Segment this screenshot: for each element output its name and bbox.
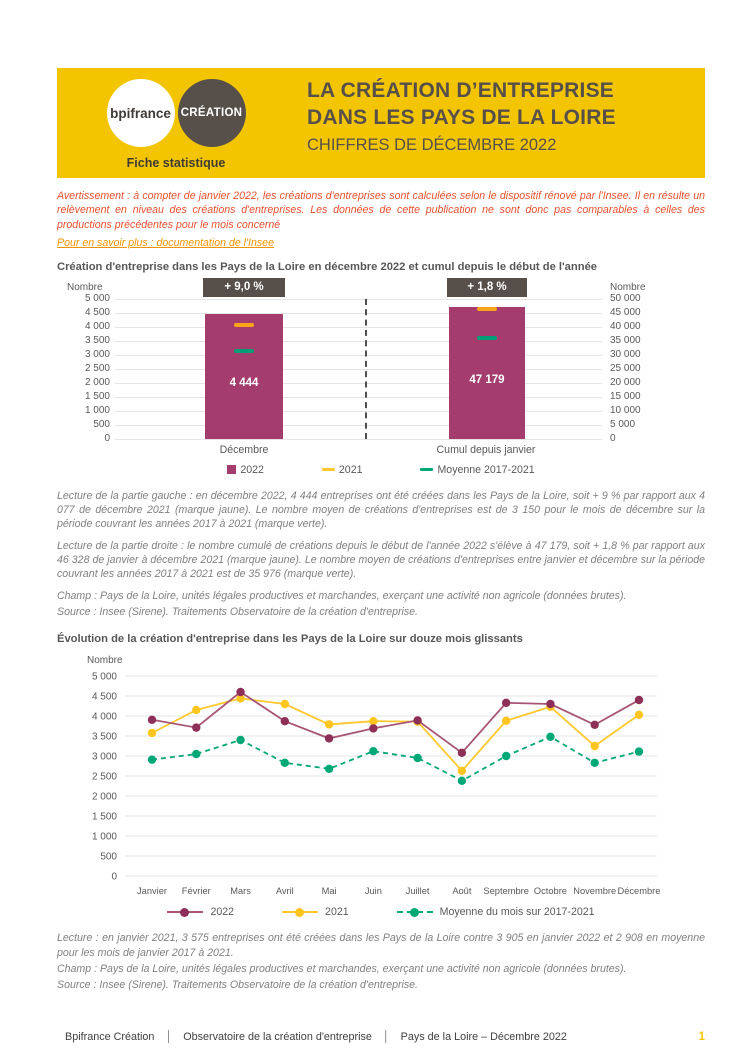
legend-label-moyenne: Moyenne du mois sur 2017-2021 bbox=[439, 906, 595, 919]
data-point bbox=[148, 729, 156, 737]
x-axis-tick: Avril bbox=[275, 886, 294, 897]
data-point bbox=[192, 706, 200, 714]
data-point bbox=[236, 688, 244, 696]
legend-swatch-moyenne bbox=[420, 468, 433, 471]
legend-label-2022: 2022 bbox=[210, 906, 235, 919]
gridline bbox=[115, 425, 602, 426]
gridline bbox=[115, 411, 602, 412]
legend-label-2021: 2021 bbox=[325, 906, 349, 919]
page-title-line2: DANS LES PAYS DE LA LOIRE bbox=[307, 105, 616, 129]
data-point bbox=[325, 765, 333, 773]
y-axis-tick: 500 bbox=[100, 851, 117, 863]
footer-separator: │ bbox=[382, 1031, 390, 1043]
y-axis-tick-left: 1 000 bbox=[84, 404, 110, 416]
y-axis-tick-right: 30 000 bbox=[610, 348, 641, 360]
y-axis-tick-right: 15 000 bbox=[610, 390, 641, 402]
data-point bbox=[502, 699, 510, 707]
footer-separator: │ bbox=[165, 1031, 173, 1043]
bpifrance-logo-text: bpifrance bbox=[110, 105, 171, 121]
x-axis-tick: Mars bbox=[230, 886, 251, 897]
insee-documentation-link[interactable]: Pour en savoir plus : documentation de l'Insee bbox=[57, 236, 274, 249]
y-axis-tick: 2 000 bbox=[91, 791, 117, 803]
lecture-text: Lecture : en janvier 2021, 3 575 entreprises ont été créées dans les Pays de la Loire contre 3 905 en janvier 2022 et 2 908 en moyenne pour les mois de janvier 2017 à 2021. bbox=[57, 932, 705, 959]
fiche-statistique-label: Fiche statistique bbox=[126, 156, 226, 170]
tick-mark-Moyenne 2017-2021 bbox=[477, 336, 497, 340]
data-point bbox=[458, 749, 466, 757]
data-point bbox=[591, 759, 599, 767]
legend-dot-moyenne bbox=[410, 908, 419, 917]
x-axis-tick: Juin bbox=[364, 886, 382, 897]
lecture-block-2 bbox=[57, 931, 705, 994]
page-number: 1 bbox=[698, 1031, 705, 1043]
x-tick-decembre: Décembre bbox=[219, 443, 269, 456]
creation-logo-text: CRÉATION bbox=[180, 107, 243, 119]
gridline bbox=[115, 327, 602, 328]
y-axis-tick-right: 10 000 bbox=[610, 404, 641, 416]
data-point bbox=[192, 750, 200, 758]
gridline bbox=[115, 383, 602, 384]
data-point bbox=[413, 716, 421, 724]
lecture-gauche-text: Lecture de la partie gauche : en décembre 2022, 4 444 entreprises ont été créées dans les Pays de la Loire, soit + 9 % par rapport aux 4 077 de décembre 2021 (marque jaune). Le nombre moyen de créations d'entreprises est de 3 150 pour le mois de décembre sur la période couvrant les années 2017 à 2021 (marque verte). bbox=[57, 489, 705, 531]
legend-item-moyenne bbox=[420, 464, 534, 476]
legend-swatch-moyenne bbox=[397, 911, 433, 913]
data-point bbox=[591, 742, 599, 750]
data-point bbox=[192, 724, 200, 732]
champ-text: Champ : Pays de la Loire, unités légales productives et marchandes, exerçant une activité non agricole (données brutes). bbox=[57, 589, 627, 602]
data-point bbox=[148, 756, 156, 764]
gridline bbox=[115, 369, 602, 370]
page-title bbox=[307, 78, 705, 132]
gridline bbox=[115, 313, 602, 314]
percent-badge: + 1,8 % bbox=[447, 278, 527, 297]
x-tick-cumul: Cumul depuis janvier bbox=[436, 443, 536, 456]
bar-chart-plot-area bbox=[115, 280, 602, 439]
data-point bbox=[281, 700, 289, 708]
lecture-droite-text: Lecture de la partie droite : le nombre cumulé de créations depuis le début de l'année 2022 s'élève à 47 179, soit + 1,8 % par rapport aux 46 328 de janvier à décembre 2021 (marque jaune). Le nombre moyen de créations d'entreprises entre janvier et décembre sur la période couvrant les années 2017 à 2021 est de 35 976 (marque verte). bbox=[57, 539, 705, 581]
legend-swatch-2021 bbox=[322, 468, 335, 471]
gridline bbox=[115, 355, 602, 356]
data-point bbox=[635, 748, 643, 756]
insee-warning-text: Avertissement : à compter de janvier 2022, les créations d'entreprises sont calculées selon le dispositif rénové par l'Insee. Il en résulte un relèvement en niveau des créations d'entreprises. Les données de cette publication ne sont donc pas comparables à celles des productions précédentes pour le mois concerné bbox=[57, 190, 705, 231]
y-axis-tick-left: 4 500 bbox=[84, 306, 110, 318]
data-point bbox=[458, 767, 466, 775]
data-point bbox=[635, 696, 643, 704]
x-axis-tick: Mai bbox=[321, 886, 337, 897]
tick-mark-2021 bbox=[477, 307, 497, 311]
line-chart-plot-area bbox=[57, 668, 662, 904]
footer-brand: Bpifrance Création bbox=[65, 1031, 155, 1043]
x-axis-tick: Janvier bbox=[137, 886, 167, 897]
bar-value-label: 47 179 bbox=[469, 374, 505, 387]
x-axis bbox=[115, 439, 602, 459]
data-point bbox=[148, 716, 156, 724]
bar-chart bbox=[57, 279, 705, 476]
y-axis-tick-left: 2 000 bbox=[84, 376, 110, 388]
legend-item-2022 bbox=[167, 906, 234, 918]
tick-mark-2021 bbox=[234, 323, 254, 327]
lecture-block-1 bbox=[57, 489, 705, 621]
data-point bbox=[369, 747, 377, 755]
y-axis-tick: 3 500 bbox=[91, 731, 117, 743]
brand-block bbox=[57, 68, 295, 178]
x-axis-tick: Juillet bbox=[405, 886, 430, 897]
y-axis-tick-right: 0 bbox=[610, 432, 616, 444]
bar-chart-title: Création d'entreprise dans les Pays de la Loire en décembre 2022 et cumul depuis le début de l'année bbox=[57, 260, 598, 273]
legend-label-2021: 2021 bbox=[338, 463, 363, 476]
data-point bbox=[369, 717, 377, 725]
title-block bbox=[295, 68, 705, 178]
legend-item-2022 bbox=[227, 464, 264, 476]
y-axis-tick-right: 50 000 bbox=[610, 292, 641, 304]
data-point bbox=[635, 711, 643, 719]
legend-swatch-2022 bbox=[227, 465, 236, 474]
data-point bbox=[591, 721, 599, 729]
legend-swatch-2021 bbox=[282, 911, 318, 913]
y-axis-label-left: Nombre bbox=[67, 281, 103, 293]
data-point bbox=[546, 700, 554, 708]
series-line bbox=[152, 699, 639, 771]
y-axis-tick-right: 45 000 bbox=[610, 306, 641, 318]
bar-decembre bbox=[205, 314, 283, 438]
y-axis-tick-right: 20 000 bbox=[610, 376, 641, 388]
legend-label-moyenne: Moyenne 2017-2021 bbox=[437, 463, 535, 476]
bar-value-label: 4 444 bbox=[229, 377, 259, 390]
y-axis-tick: 5 000 bbox=[91, 671, 117, 683]
y-axis-tick-left: 3 000 bbox=[84, 348, 110, 360]
series-Moyenne du mois sur 2017-2021 bbox=[148, 733, 643, 785]
gridline bbox=[115, 341, 602, 342]
bar-chart-axis-headers bbox=[57, 279, 705, 299]
data-point bbox=[236, 736, 244, 744]
x-axis-tick: Février bbox=[181, 886, 211, 897]
creation-logo bbox=[178, 79, 246, 147]
y-axis-tick-left: 0 bbox=[104, 432, 110, 444]
legend-dot-2021 bbox=[295, 908, 304, 917]
legend-dot-2022 bbox=[180, 908, 189, 917]
data-point bbox=[325, 720, 333, 728]
y-axis-tick: 4 500 bbox=[91, 691, 117, 703]
series-line bbox=[152, 737, 639, 781]
data-point bbox=[502, 717, 510, 725]
y-axis-right bbox=[610, 292, 705, 444]
divider-dashed-line bbox=[365, 299, 367, 439]
data-point bbox=[502, 752, 510, 760]
y-axis-tick-right: 40 000 bbox=[610, 320, 641, 332]
page-subtitle: CHIFFRES DE DÉCEMBRE 2022 bbox=[307, 135, 557, 154]
header-banner bbox=[57, 68, 705, 178]
bar-chart-legend bbox=[57, 464, 705, 476]
y-axis-tick-left: 3 500 bbox=[84, 334, 110, 346]
source-text: Source : Insee (Sirene). Traitements Observatoire de la création d'entreprise. bbox=[57, 605, 419, 618]
y-axis-tick-left: 1 500 bbox=[84, 390, 110, 402]
x-axis-tick: Août bbox=[452, 886, 472, 897]
data-point bbox=[458, 777, 466, 785]
footer-region-date: Pays de la Loire – Décembre 2022 bbox=[400, 1031, 567, 1043]
x-axis-tick: Septembre bbox=[483, 886, 529, 897]
footer-observatoire: Observatoire de la création d'entreprise bbox=[183, 1031, 372, 1043]
legend-item-moyenne bbox=[397, 906, 595, 918]
logo-row bbox=[57, 79, 295, 147]
legend-item-2021 bbox=[282, 906, 349, 918]
page-title-line1: LA CRÉATION D’ENTREPRISE bbox=[307, 79, 614, 102]
page-footer bbox=[57, 1031, 705, 1043]
legend-label-2022: 2022 bbox=[240, 463, 264, 476]
y-axis-tick: 1 000 bbox=[91, 831, 117, 843]
bpifrance-logo bbox=[107, 79, 175, 147]
y-axis-tick: 4 000 bbox=[91, 711, 117, 723]
line-chart-title: Évolution de la création d'entreprise dans les Pays de la Loire sur douze mois glissants bbox=[57, 633, 523, 646]
data-point bbox=[281, 759, 289, 767]
y-axis-left bbox=[57, 292, 110, 444]
line-chart-legend bbox=[57, 906, 705, 918]
data-point bbox=[413, 754, 421, 762]
data-point bbox=[281, 717, 289, 725]
line-chart bbox=[57, 645, 705, 918]
y-axis-tick: 3 000 bbox=[91, 751, 117, 763]
legend-item-2021 bbox=[322, 464, 363, 476]
y-axis-tick-left: 2 500 bbox=[84, 362, 110, 374]
gridline bbox=[115, 397, 602, 398]
x-axis-tick: Octobre bbox=[533, 886, 567, 897]
series-line bbox=[152, 692, 639, 753]
y-axis-label-right: Nombre bbox=[610, 281, 646, 293]
y-axis-tick-right: 35 000 bbox=[610, 334, 641, 346]
y-axis-tick: 0 bbox=[111, 871, 117, 883]
x-axis-tick: Novembre bbox=[573, 886, 617, 897]
tick-mark-Moyenne 2017-2021 bbox=[234, 349, 254, 353]
y-axis-tick-right: 25 000 bbox=[610, 362, 641, 374]
y-axis-tick-left: 500 bbox=[93, 418, 110, 430]
percent-badge: + 9,0 % bbox=[203, 278, 285, 297]
data-point bbox=[369, 724, 377, 732]
legend-swatch-2022 bbox=[167, 911, 203, 913]
y-axis-tick: 1 500 bbox=[91, 811, 117, 823]
x-axis-tick: Décembre bbox=[617, 886, 661, 897]
gridline bbox=[115, 299, 602, 300]
data-point bbox=[546, 733, 554, 741]
source-text: Source : Insee (Sirene). Traitements Observatoire de la création d'entreprise. bbox=[57, 979, 419, 992]
bar-cumul bbox=[449, 307, 525, 439]
y-axis-tick: 2 500 bbox=[91, 771, 117, 783]
y-axis-tick-left: 5 000 bbox=[84, 292, 110, 304]
y-axis-tick-left: 4 000 bbox=[84, 320, 110, 332]
champ-text: Champ : Pays de la Loire, unités légales productives et marchandes, exerçant une activité non agricole (données brutes). bbox=[57, 962, 627, 975]
y-axis-label: Nombre bbox=[87, 655, 123, 667]
y-axis-tick-right: 5 000 bbox=[610, 418, 636, 430]
data-point bbox=[325, 734, 333, 742]
